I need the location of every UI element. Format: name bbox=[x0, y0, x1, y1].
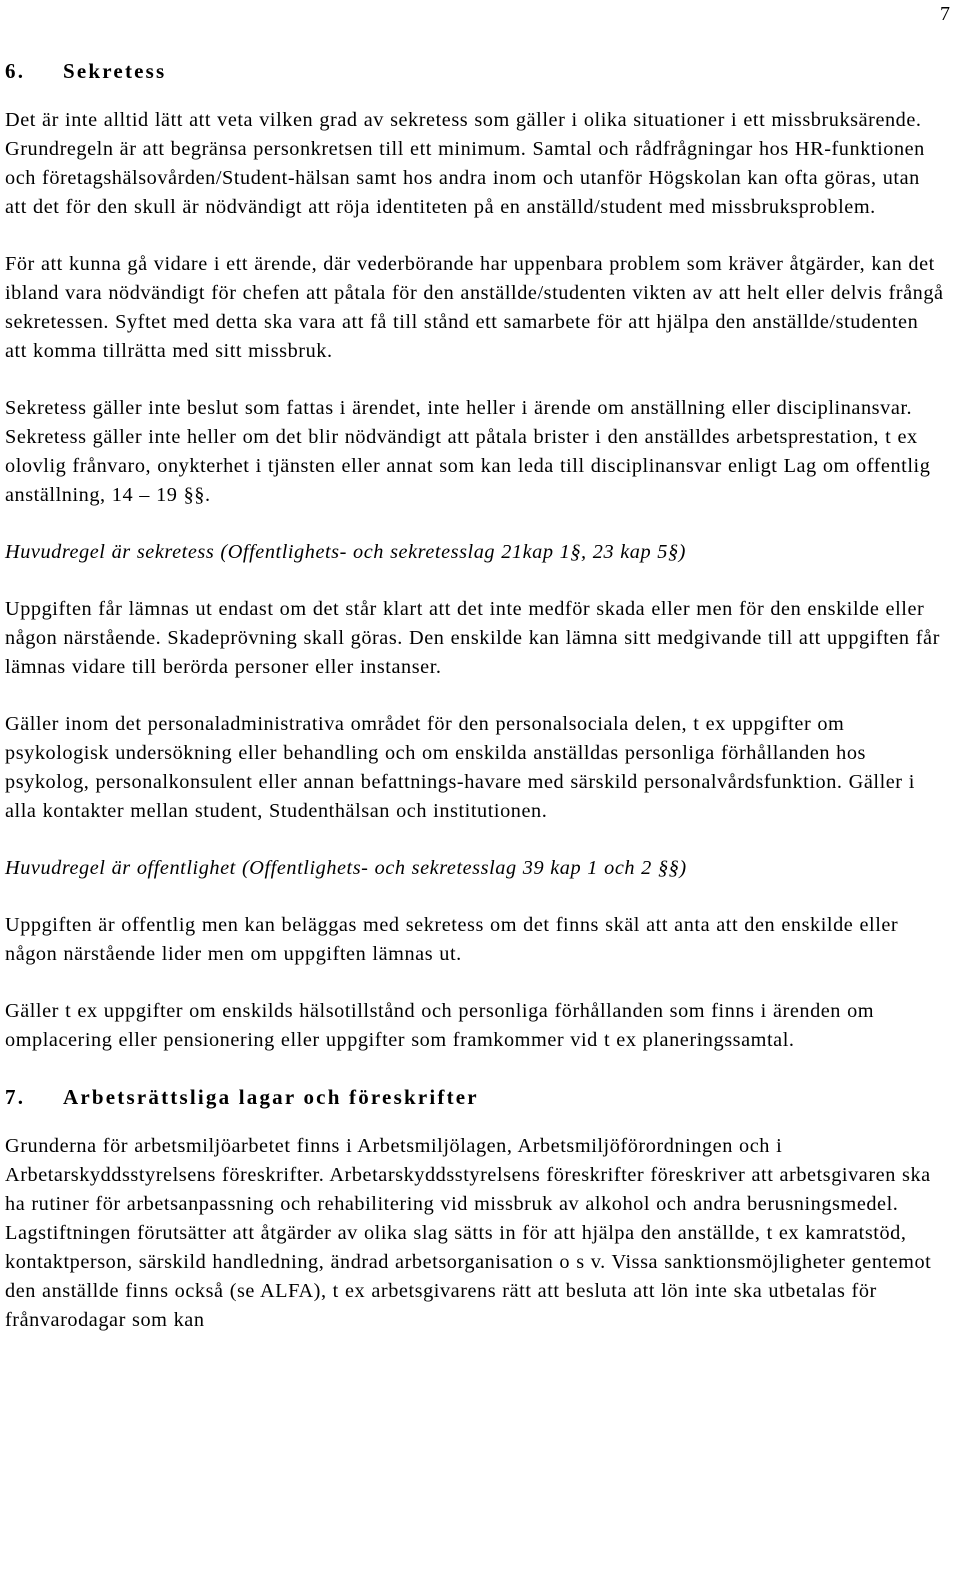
paragraph: Sekretess gäller inte beslut som fattas i ärendet, inte heller i ärende om anställning eller disciplinansvar. Sekretess gäller inte heller om det blir nödvändigt att påtala brister i den anställdes arbetsprestation, t ex olovlig frånvaro, onykterhet i tjänsten eller annat som kan leda till disciplinansvar enligt Lag om offentlig anställning, 14 – 19 §§. bbox=[5, 397, 931, 506]
subheading: Huvudregel är offentlighet (Offentlighets- och sekretesslag 39 kap 1 och 2 §§) bbox=[5, 857, 687, 879]
paragraph: Gäller inom det personaladministrativa området för den personalsociala delen, t ex uppgifter om psykologisk undersökning eller behandling och om enskilda anställdas personliga förhållanden hos psykolog, personalkonsulent eller annan befattnings-havare med särskild personalvårdsfunktion. Gäller i alla kontakter mellan student, Studenthälsan och institutionen. bbox=[5, 713, 915, 822]
section-heading-arbetsratt bbox=[5, 1081, 945, 1113]
paragraph: Uppgiften är offentlig men kan beläggas med sekretess om det finns skäl att anta att den enskilde eller någon närstående lider men om uppgiften lämnas ut. bbox=[5, 914, 899, 965]
paragraph: Gäller t ex uppgifter om enskilds hälsotillstånd och personliga förhållanden som finns i ärenden om omplacering eller pensionering eller uppgifter som framkommer vid t ex planeringssamtal. bbox=[5, 1000, 875, 1051]
paragraph: Det är inte alltid lätt att veta vilken grad av sekretess som gäller i olika situationer i ett missbruksärende. Grundregeln är att begränsa personkretsen till ett minimum. Samtal och rådfrågningar hos HR-funktionen och företagshälsovården/Student-hälsan samt hos andra inom och utanför Högskolan kan ofta göras, utan att det för den skull är nödvändigt att röja identiteten på en anställd/student med missbruksproblem. bbox=[5, 109, 925, 218]
section-title: Sekretess bbox=[63, 59, 167, 83]
subheading: Huvudregel är sekretess (Offentlighets- och sekretesslag 21kap 1§, 23 kap 5§) bbox=[5, 541, 686, 563]
section-number: 6. bbox=[5, 59, 26, 83]
paragraph: Grunderna för arbetsmiljöarbetet finns i Arbetsmiljölagen, Arbetsmiljöförordningen och i Arbetarskyddsstyrelsens föreskrifter. Arbetarskyddsstyrelsens föreskrifter föreskriver att arbetsgivaren ska ha rutiner för arbetsanpassning och rehabilitering vid missbruk av alkohol och andra berusningsmedel. Lagstiftningen förutsätter att åtgärder av olika slag sätts in för att hjälpa den anställde, t ex kamratstöd, kontaktperson, särskild handledning, ändrad arbetsorganisation o s v. Vissa sanktionsmöjligheter gentemot den anställde finns också (se ALFA), t ex arbetsgivarens rätt att besluta att lön inte ska utbetalas för frånvarodagar som kan bbox=[5, 1135, 932, 1331]
document-body bbox=[5, 55, 945, 1335]
section-number: 7. bbox=[5, 1085, 26, 1109]
page-number: 7 bbox=[940, 3, 950, 25]
section-title: Arbetsrättsliga lagar och föreskrifter bbox=[63, 1085, 479, 1109]
paragraph: För att kunna gå vidare i ett ärende, där vederbörande har uppenbara problem som kräver åtgärder, kan det ibland vara nödvändigt för chefen att påtala för den anställde/studenten vikten av att helt eller delvis frångå sekretessen. Syftet med detta ska vara att få till stånd ett samarbete för att hjälpa den anställde/studenten att komma tillrätta med sitt missbruk. bbox=[5, 253, 944, 362]
section-heading-sekretess bbox=[5, 55, 945, 87]
paragraph: Uppgiften får lämnas ut endast om det står klart att det inte medför skada eller men för den enskilde eller någon närstående. Skadeprövning skall göras. Den enskilde kan lämna sitt medgivande till att uppgiften får lämnas vidare till berörda personer eller instanser. bbox=[5, 598, 940, 678]
